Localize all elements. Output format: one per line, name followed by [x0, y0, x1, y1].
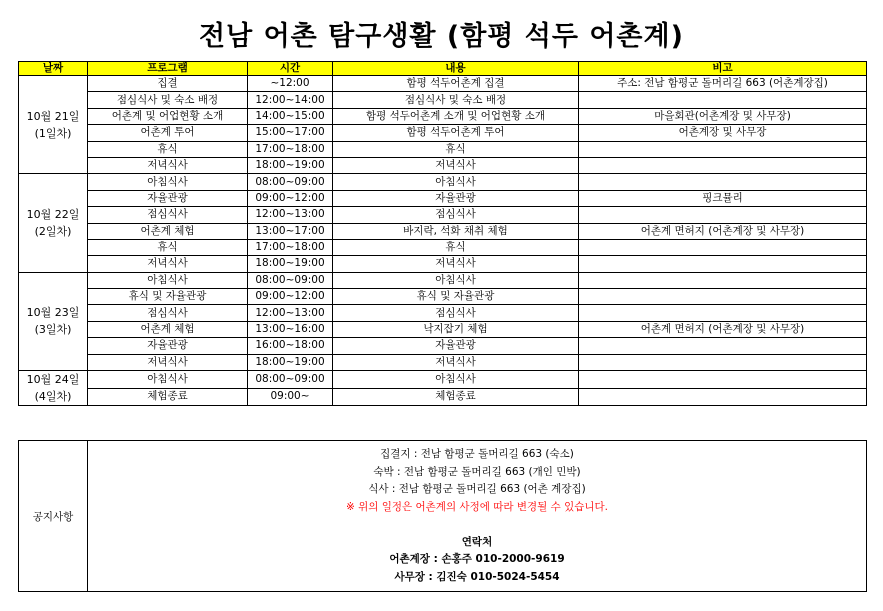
table-header-row [19, 62, 867, 76]
cell-content: 점심식사 [333, 305, 579, 321]
cell-note: 어촌계 면허지 (어촌계장 및 사무장) [579, 223, 867, 239]
day-date: 10월 24일 [26, 373, 80, 387]
table-row [19, 76, 867, 92]
cell-note [579, 388, 867, 406]
cell-content: 점심식사 및 숙소 배정 [333, 92, 579, 108]
contact-title: 연락처 [461, 535, 493, 548]
cell-content: 자율관광 [333, 338, 579, 354]
cell-time: 12:00~13:00 [248, 305, 333, 321]
table-row [19, 190, 867, 206]
cell-time: 08:00~09:00 [248, 174, 333, 190]
notice-line: 집결지 : 전남 함평군 돌머리길 663 (숙소) [380, 448, 574, 460]
cell-note [579, 354, 867, 370]
cell-content: 바지락, 석화 채취 체험 [333, 223, 579, 239]
cell-content: 낙지잡기 체험 [333, 321, 579, 337]
cell-time: 09:00~12:00 [248, 190, 333, 206]
cell-program: 저녁식사 [88, 354, 248, 370]
table-row [19, 207, 867, 223]
notice-warning: ※ 위의 일정은 어촌계의 사정에 따라 변경될 수 있습니다. [346, 500, 608, 513]
cell-time: 15:00~17:00 [248, 125, 333, 141]
day-cell [19, 371, 88, 406]
cell-program: 어촌계 및 어업현황 소개 [88, 108, 248, 124]
table-row [19, 223, 867, 239]
cell-time: ~12:00 [248, 76, 333, 92]
table-row [19, 141, 867, 157]
notice-line: 숙박 : 전남 함평군 돌머리길 663 (개인 민박) [373, 465, 581, 478]
header-program: 프로그램 [88, 62, 248, 76]
cell-program: 아침식사 [88, 371, 248, 389]
table-row [19, 388, 867, 406]
notice-table [18, 440, 867, 592]
cell-program: 어촌계 체험 [88, 223, 248, 239]
cell-content: 저녁식사 [333, 354, 579, 370]
table-row [19, 174, 867, 190]
day-date: 10월 23일 [26, 306, 80, 320]
cell-time: 12:00~13:00 [248, 207, 333, 223]
table-row [19, 256, 867, 272]
cell-time: 09:00~ [248, 388, 333, 406]
cell-note [579, 141, 867, 157]
cell-content: 휴식 및 자율관광 [333, 289, 579, 305]
cell-program: 점심식사 [88, 305, 248, 321]
day-label: (4일차) [34, 390, 72, 404]
cell-program: 어촌계 체험 [88, 321, 248, 337]
cell-note [579, 305, 867, 321]
contact-manager: 사무장 : 김진숙 010-5024-5454 [394, 570, 560, 583]
cell-program: 저녁식사 [88, 256, 248, 272]
cell-time: 12:00~14:00 [248, 92, 333, 108]
table-row [19, 354, 867, 370]
cell-note [579, 256, 867, 272]
cell-content: 저녁식사 [333, 157, 579, 173]
day-date: 10월 22일 [26, 208, 80, 222]
notice-content [88, 441, 867, 592]
cell-note [579, 338, 867, 354]
table-row [19, 338, 867, 354]
table-row [19, 305, 867, 321]
cell-note [579, 239, 867, 255]
cell-note: 어촌계 면허지 (어촌계장 및 사무장) [579, 321, 867, 337]
cell-time: 16:00~18:00 [248, 338, 333, 354]
cell-time: 17:00~18:00 [248, 141, 333, 157]
header-note: 비고 [579, 62, 867, 76]
cell-note [579, 272, 867, 288]
cell-content: 자율관광 [333, 190, 579, 206]
cell-content: 점심식사 [333, 207, 579, 223]
cell-time: 13:00~17:00 [248, 223, 333, 239]
day-cell [19, 76, 88, 174]
cell-note [579, 174, 867, 190]
cell-program: 휴식 [88, 239, 248, 255]
notice-row [19, 441, 867, 592]
cell-time: 17:00~18:00 [248, 239, 333, 255]
page-title: 전남 어촌 탐구생활 (함평 석두 어촌계) [199, 21, 684, 52]
schedule-table [18, 61, 867, 406]
cell-time: 18:00~19:00 [248, 157, 333, 173]
contact-chief: 어촌계장 : 손홍주 010-2000-9619 [389, 553, 565, 565]
day-label: (1일차) [34, 126, 72, 140]
cell-note [579, 289, 867, 305]
table-row [19, 239, 867, 255]
cell-content: 아침식사 [333, 371, 579, 389]
cell-content: 저녁식사 [333, 256, 579, 272]
cell-content: 함평 석두어촌계 투어 [333, 125, 579, 141]
cell-program: 아침식사 [88, 272, 248, 288]
cell-note: 마을회관(어촌계장 및 사무장) [579, 108, 867, 124]
cell-program: 점심식사 [88, 207, 248, 223]
cell-program: 자율관광 [88, 190, 248, 206]
cell-content: 휴식 [333, 239, 579, 255]
cell-note [579, 92, 867, 108]
cell-program: 휴식 [88, 141, 248, 157]
table-row [19, 289, 867, 305]
table-row [19, 92, 867, 108]
cell-program: 아침식사 [88, 174, 248, 190]
cell-program: 체험종료 [88, 388, 248, 406]
header-time: 시간 [248, 62, 333, 76]
table-row [19, 125, 867, 141]
cell-program: 어촌계 투어 [88, 125, 248, 141]
table-row [19, 371, 867, 389]
cell-time: 09:00~12:00 [248, 289, 333, 305]
cell-content: 휴식 [333, 141, 579, 157]
cell-note: 주소: 전남 함평군 돌머리길 663 (어촌계장집) [579, 76, 867, 92]
table-row [19, 272, 867, 288]
cell-content: 함평 석두어촌계 집결 [333, 76, 579, 92]
cell-content: 아침식사 [333, 272, 579, 288]
cell-content: 함평 석두어촌계 소개 및 어업현황 소개 [333, 108, 579, 124]
day-cell [19, 174, 88, 272]
cell-content: 아침식사 [333, 174, 579, 190]
cell-time: 08:00~09:00 [248, 272, 333, 288]
cell-time: 14:00~15:00 [248, 108, 333, 124]
cell-time: 13:00~16:00 [248, 321, 333, 337]
cell-time: 18:00~19:00 [248, 354, 333, 370]
cell-program: 저녁식사 [88, 157, 248, 173]
cell-time: 18:00~19:00 [248, 256, 333, 272]
table-row [19, 108, 867, 124]
cell-program: 집결 [88, 76, 248, 92]
notice-line: 식사 : 전남 함평군 돌머리길 663 (어촌 계장집) [368, 483, 586, 495]
day-cell [19, 272, 88, 370]
cell-program: 점심식사 및 숙소 배정 [88, 92, 248, 108]
cell-note: 핑크뮬리 [579, 190, 867, 206]
day-label: (2일차) [34, 225, 72, 239]
header-content: 내용 [333, 62, 579, 76]
cell-time: 08:00~09:00 [248, 371, 333, 389]
cell-note: 어촌계장 및 사무장 [579, 125, 867, 141]
cell-note [579, 371, 867, 389]
day-label: (3일차) [34, 323, 72, 337]
cell-note [579, 207, 867, 223]
schedule-body [19, 76, 867, 406]
notice-label: 공지사항 [19, 441, 88, 592]
table-row [19, 157, 867, 173]
cell-program: 자율관광 [88, 338, 248, 354]
cell-content: 체험종료 [333, 388, 579, 406]
header-date: 날짜 [19, 62, 88, 76]
day-date: 10월 21일 [26, 109, 80, 123]
cell-note [579, 157, 867, 173]
cell-program: 휴식 및 자율관광 [88, 289, 248, 305]
table-row [19, 321, 867, 337]
